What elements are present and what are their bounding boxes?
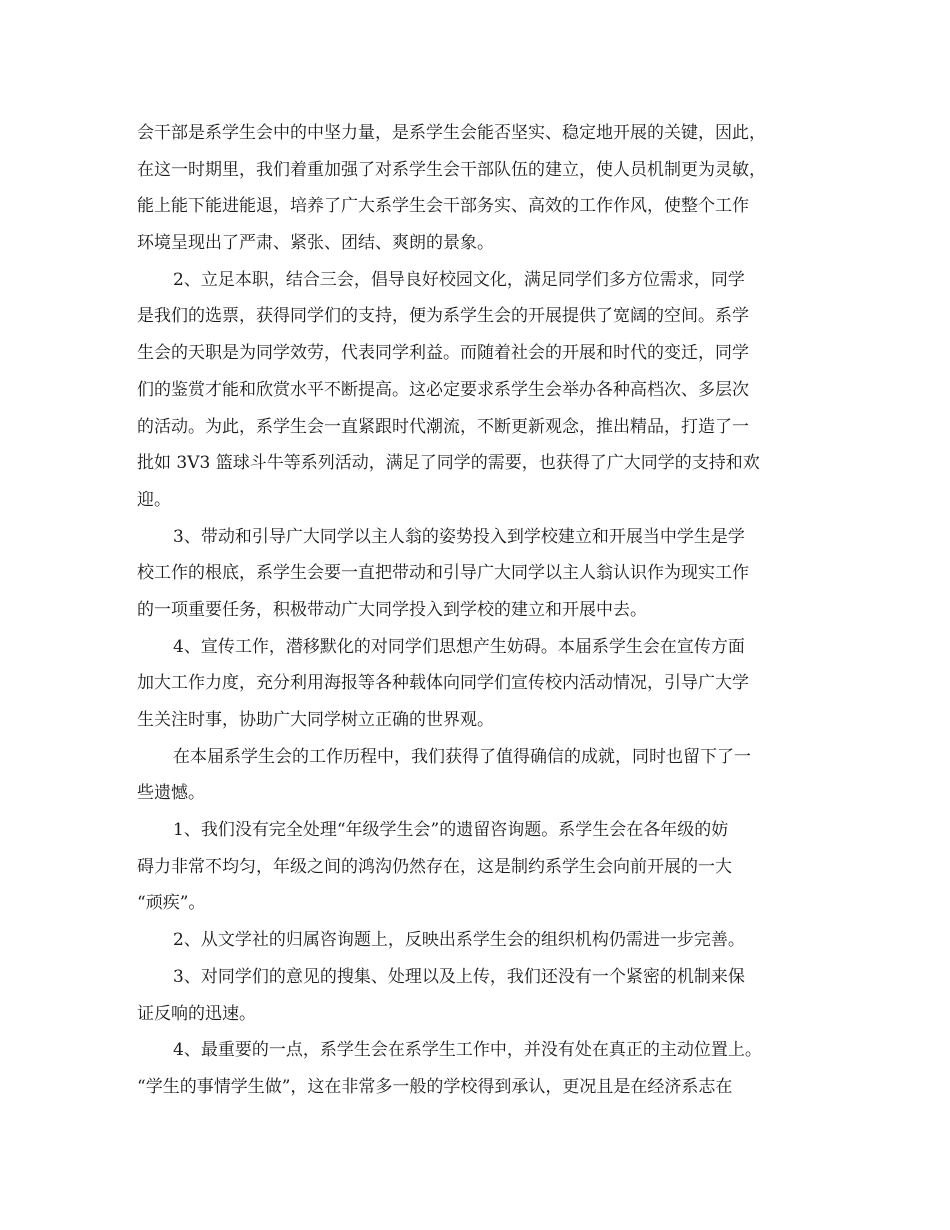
text-line: 的一项重要任务，积极带动广大同学投入到学校的建立和开展中去。: [137, 599, 647, 620]
paragraph-start-line: 2、从文学社的归属咨询题上，反映出系学生会的组织机构仍需进一步完善。: [173, 930, 745, 951]
text-line: 批如 3V3 篮球斗牛等系列活动，满足了同学的需要，也获得了广大同学的支持和欢: [137, 453, 760, 474]
text-line: “学生的事情学生做”，这在非常多一般的学校得到承认，更况且是在经济系志在: [137, 1076, 733, 1097]
text-line: 生会的天职是为同学效劳，代表同学利益。而随着社会的开展和时代的变迁，同学: [137, 343, 749, 364]
paragraph-start-line: 4、宣传工作，潜移默化的对同学们思想产生妨碍。本届系学生会在宣传方面: [173, 636, 745, 657]
text-line: 生关注时事，协助广大同学树立正确的世界观。: [137, 710, 494, 730]
text-line: 加大工作力度，充分利用海报等各种载体向同学们宣传校内活动情况，引导广大学: [137, 673, 749, 694]
paragraph-start-line: 3、带动和引导广大同学以主人翁的姿势投入到学校建立和开展当中学生是学: [173, 526, 745, 547]
text-line: 校工作的根底，系学生会要一直把带动和引导广大同学以主人翁认识作为现实工作: [137, 563, 749, 584]
text-line: 能上能下能进能退，培养了广大系学生会干部务实、高效的工作作风，使整个工作: [137, 196, 749, 217]
paragraph-start-line: 1、我们没有完全处理“年级学生会”的遗留咨询题。系学生会在各年级的妨: [173, 820, 729, 841]
text-line: 在这一时期里，我们着重加强了对系学生会干部队伍的建立，使人员机制更为灵敏，: [137, 159, 766, 180]
paragraph-start-line: 在本届系学生会的工作历程中，我们获得了值得确信的成就，同时也留下了一: [173, 746, 751, 767]
text-line: 些遗憾。: [137, 783, 205, 804]
text-line: 碍力非常不均匀，年级之间的鸿沟仍然存在，这是制约系学生会向前开展的一大: [137, 856, 732, 877]
text-line: 的活动。为此，系学生会一直紧跟时代潮流，不断更新观念，推出精品，打造了一: [137, 416, 749, 437]
text-line: 证反响的迅速。: [137, 1003, 256, 1024]
text-line: 是我们的选票，获得同学们的支持，便为系学生会的开展提供了宽阔的空间。系学: [137, 306, 749, 327]
paragraph-start-line: 3、对同学们的意见的搜集、处理以及上传，我们还没有一个紧密的机制来保: [173, 966, 745, 987]
paragraph-start-line: 2、立足本职，结合三会，倡导良好校园文化，满足同学们多方位需求，同学: [173, 269, 745, 290]
paragraph-start-line: 4、最重要的一点，系学生会在系学生工作中，并没有处在真正的主动位置上。: [173, 1040, 762, 1061]
text-line: 们的鉴赏才能和欣赏水平不断提高。这必定要求系学生会举办各种高档次、多层次: [137, 379, 749, 400]
document-body: [137, 115, 827, 1106]
text-line: 会干部是系学生会中的中坚力量，是系学生会能否坚实、稳定地开展的关键，因此，: [137, 123, 766, 143]
text-line: “顽疾”。: [137, 893, 206, 914]
text-line: 环境呈现出了严肃、紧张、团结、爽朗的景象。: [137, 233, 494, 254]
text-line: 迎。: [137, 489, 171, 510]
